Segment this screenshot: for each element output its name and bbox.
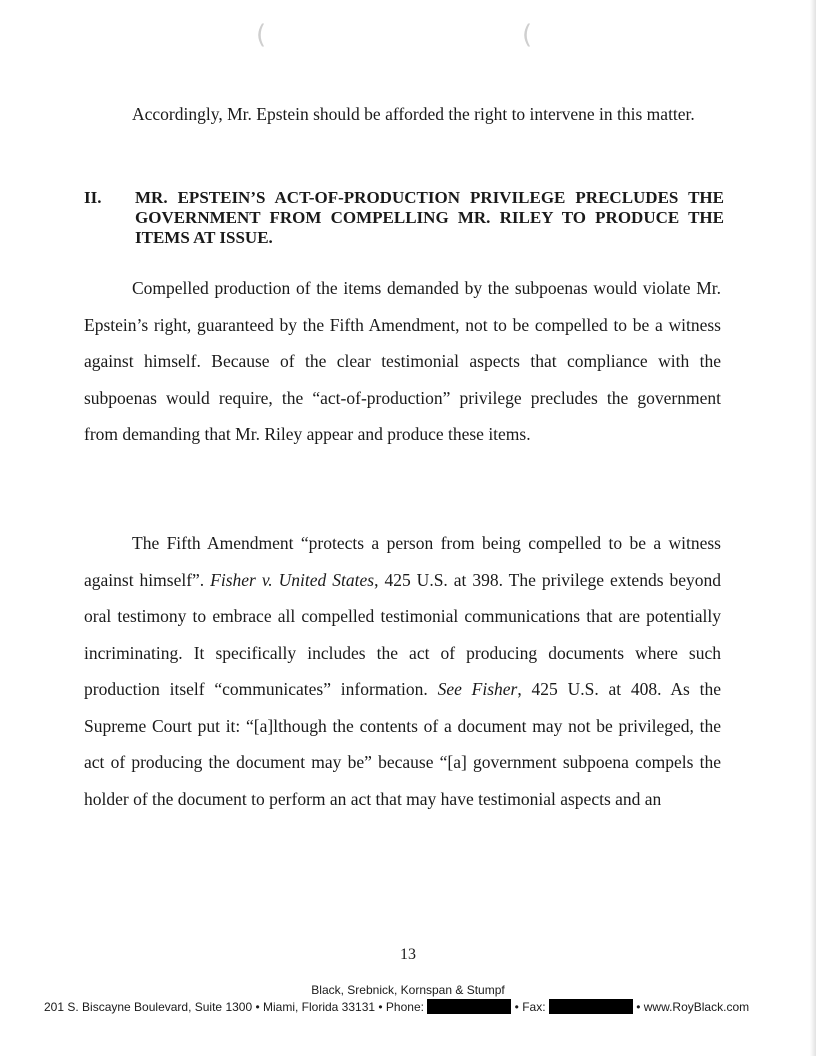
text-run: The Fifth Amendment “protects a person from being compelled to be a witness against himself”. [84,533,721,590]
text-run: , 425 U.S. at 398. The privilege extends beyond oral testimony to embrace all compelled testimonial communications that are potentially incriminating. It specifically includes the act of producing documents where such production itself “communicates” information. [84,569,722,699]
footer-firm-name: Black, Srebnick, Kornspan & Stumpf [311,983,505,997]
redaction-box [427,999,511,1014]
footer-address-line [44,999,750,1014]
heading-text: MR. EPSTEIN’S ACT-OF-PRODUCTION PRIVILEGE PRECLUDES THE GOVERNMENT FROM COMPELLING MR. RILEY TO PRODUCE THE ITEMS AT ISSUE. [135,188,724,247]
scan-artifact-mark: ( [256,20,267,50]
paragraph-fifth-amendment [84,525,721,817]
section-heading [84,188,724,248]
case-citation: Fisher v. United States [210,569,375,590]
text-run: , 425 U.S. at 408. As the Supreme Court put it: “[a]lthough the contents of a document may not be privileged, the act of producing the document may be” because “[a] government subpoena compels the holder of the document to perform an act that may have testimonial aspects and an [84,679,721,809]
heading-number: II. [84,188,102,207]
see-citation: See Fisher [437,679,518,699]
page-number: 13 [400,946,416,963]
paragraph-compelled-production: Compelled production of the items demanded by the subpoenas would violate Mr. Epstein’s right, guaranteed by the Fifth Amendment, not to be compelled to be a witness against himself. Because of the clear testimonial aspects that compliance with the subpoenas would require, the “act-of-production” privilege precludes the government from demanding that Mr. Riley appear and produce these items. [84,278,721,444]
footer-fax-label: • Fax: [514,1000,546,1014]
footer-website: • www.RoyBlack.com [636,1000,750,1014]
redaction-box [549,999,633,1014]
scan-artifact-mark: ( [522,20,533,50]
paragraph-intervene: Accordingly, Mr. Epstein should be afforded the right to intervene in this matter. [132,104,695,124]
scan-edge-shadow [810,0,816,1056]
footer-address: 201 S. Biscayne Boulevard, Suite 1300 • Miami, Florida 33131 • Phone: [44,1000,424,1014]
